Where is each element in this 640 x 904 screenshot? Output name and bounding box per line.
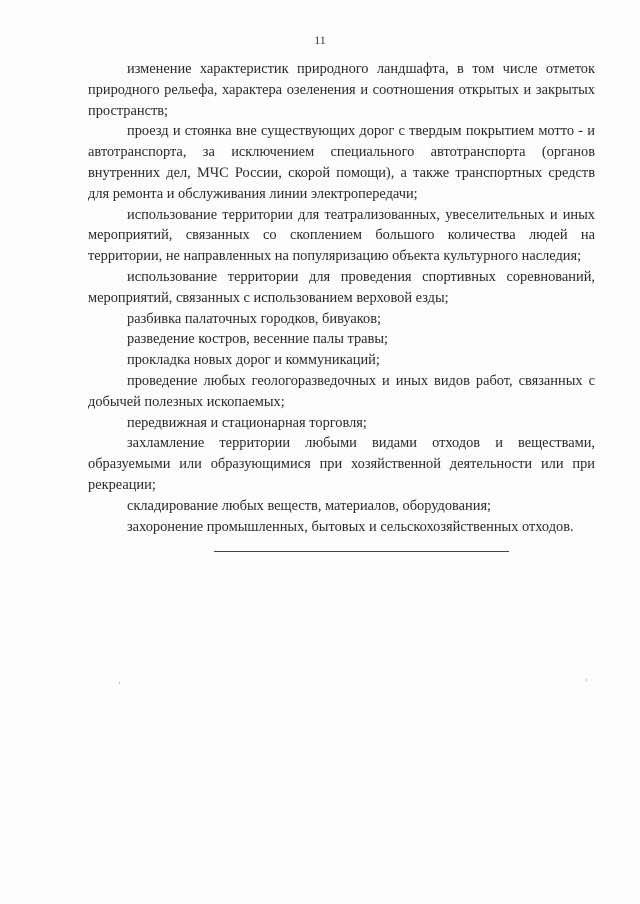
paragraph-storage: складирование любых веществ, материалов, оборудования; <box>127 497 492 514</box>
end-separator-line <box>214 551 509 552</box>
paragraph-landscape-change: изменение характеристик природного ландшафта, в том числе отметок природного рельефа, характера озеленения и соотношения открытых и закрытых пространств; <box>88 61 595 119</box>
paragraph-tent-camps: разбивка палаточных городков, бивуаков; <box>127 310 382 327</box>
paragraph-new-roads: прокладка новых дорог и коммуникаций; <box>127 352 380 369</box>
paragraph-littering: захламление территории любыми видами отходов и веществами, образуемыми или образующимися при хозяйственной деятельности или при рекреации; <box>88 435 595 493</box>
paragraph-waste-burial: захоронение промышленных, бытовых и сельскохозяйственных отходов. <box>127 518 574 535</box>
scan-speck <box>119 682 120 684</box>
paragraph-trade: передвижная и стационарная торговля; <box>127 414 367 431</box>
paragraph-theatrical-events: использование территории для театрализованных, увеселительных и иных мероприятий, связанных со скоплением большого количества людей на территории, не направленных на популяризацию объекта культурного наследия; <box>88 206 595 265</box>
paragraph-sports-events: использование территории для проведения спортивных соревнований, мероприятий, связанных с использованием верховой езды; <box>88 268 595 306</box>
paragraph-offroad-driving: проезд и стоянка вне существующих дорог с твердым покрытием мотто - и автотранспорта, за исключением специального автотранспорта (органов внутренних дел, МЧС России, скорой помощи), а также транспортных средств для ремонта и обслуживания линии электропередачи; <box>88 123 595 202</box>
scan-speck <box>586 679 587 681</box>
page-number: 11 <box>314 33 326 47</box>
document-body <box>88 59 595 537</box>
paragraph-geological-works: проведение любых геологоразведочных и иных видов работ, связанных с добычей полезных ископаемых; <box>88 372 595 410</box>
paragraph-bonfires: разведение костров, весенние палы травы; <box>127 331 388 348</box>
